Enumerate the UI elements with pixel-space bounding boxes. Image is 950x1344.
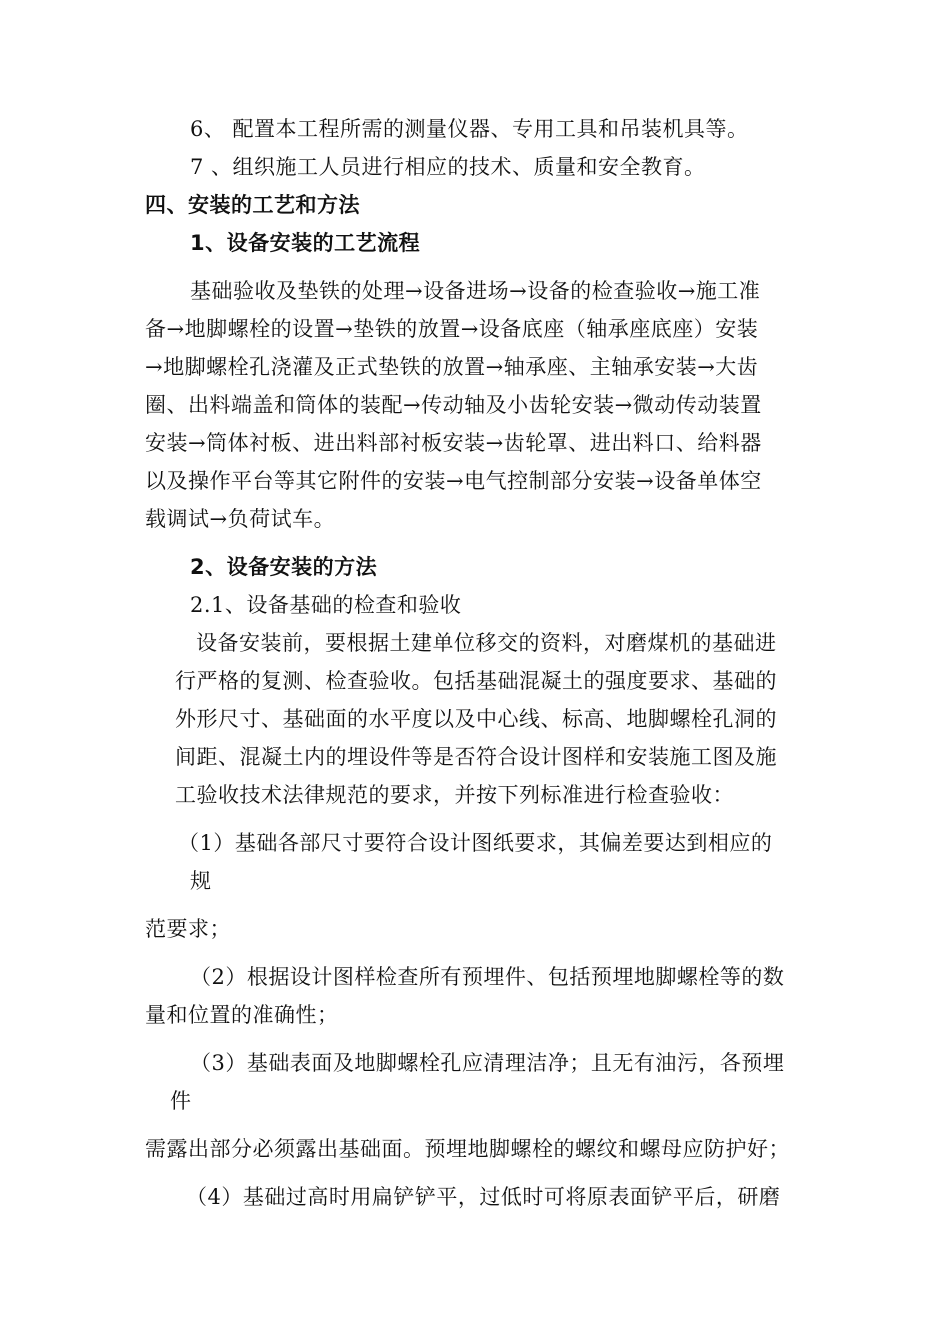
paragraph-line: 间距、混凝土内的埋设件等是否符合设计图样和安装施工图及施 [175,745,777,769]
paragraph-line: 以及操作平台等其它附件的安装→电气控制部分安装→设备单体空 [145,469,762,493]
paragraph-line: 规 [190,869,212,893]
requirement-item-3: （3）基础表面及地脚螺栓孔应清理洁净；且无有油污，各预埋 [190,1051,785,1075]
paragraph-line: 范要求； [145,917,231,941]
paragraph-line: 基础验收及垫铁的处理→设备进场→设备的检查验收→施工准 [190,279,761,303]
paragraph-line: 圈、出料端盖和筒体的装配→传动轴及小齿轮安装→微动传动装置 [145,393,762,417]
paragraph-line: 工验收技术法律规范的要求，并按下列标准进行检查验收： [175,783,734,807]
requirement-item-1: （1）基础各部尺寸要符合设计图纸要求，其偏差要达到相应的 [178,831,773,855]
requirement-item-2: （2）根据设计图样检查所有预埋件、包括预埋地脚螺栓等的数 [190,965,785,989]
subsection-heading-2: 2、设备安装的方法 [190,555,378,579]
requirement-item-4: （4）基础过高时用扁铲铲平，过低时可将原表面铲平后，研磨 [186,1185,781,1209]
subsection-heading-1: 1、设备安装的工艺流程 [190,231,421,255]
paragraph-line: 需露出部分必须露出基础面。预埋地脚螺栓的螺纹和螺母应防护好； [145,1137,790,1161]
paragraph-line: 外形尺寸、基础面的水平度以及中心线、标高、地脚螺栓孔洞的 [175,707,777,731]
section-heading-4: 四、安装的工艺和方法 [145,193,360,217]
list-item-7: 7 、组织施工人员进行相应的技术、质量和安全教育。 [190,155,706,179]
paragraph-line: 安装→筒体衬板、进出料部衬板安装→齿轮罩、进出料口、给料器 [145,431,762,455]
paragraph-line: 件 [170,1089,192,1113]
paragraph-line: 行严格的复测、检查验收。包括基础混凝土的强度要求、基础的 [175,669,777,693]
paragraph-line: →地脚螺栓孔浇灌及正式垫铁的放置→轴承座、主轴承安装→大齿 [145,355,759,379]
subsection-heading-2-1: 2.1、设备基础的检查和验收 [190,593,462,617]
paragraph-line: 备→地脚螺栓的设置→垫铁的放置→设备底座（轴承座底座）安装 [145,317,759,341]
list-item-6: 6、 配置本工程所需的测量仪器、专用工具和吊装机具等。 [190,117,749,141]
paragraph-line: 设备安装前，要根据土建单位移交的资料，对磨煤机的基础进 [196,631,777,655]
paragraph-line: 量和位置的准确性； [145,1003,339,1027]
paragraph-line: 载调试→负荷试车。 [145,507,336,531]
